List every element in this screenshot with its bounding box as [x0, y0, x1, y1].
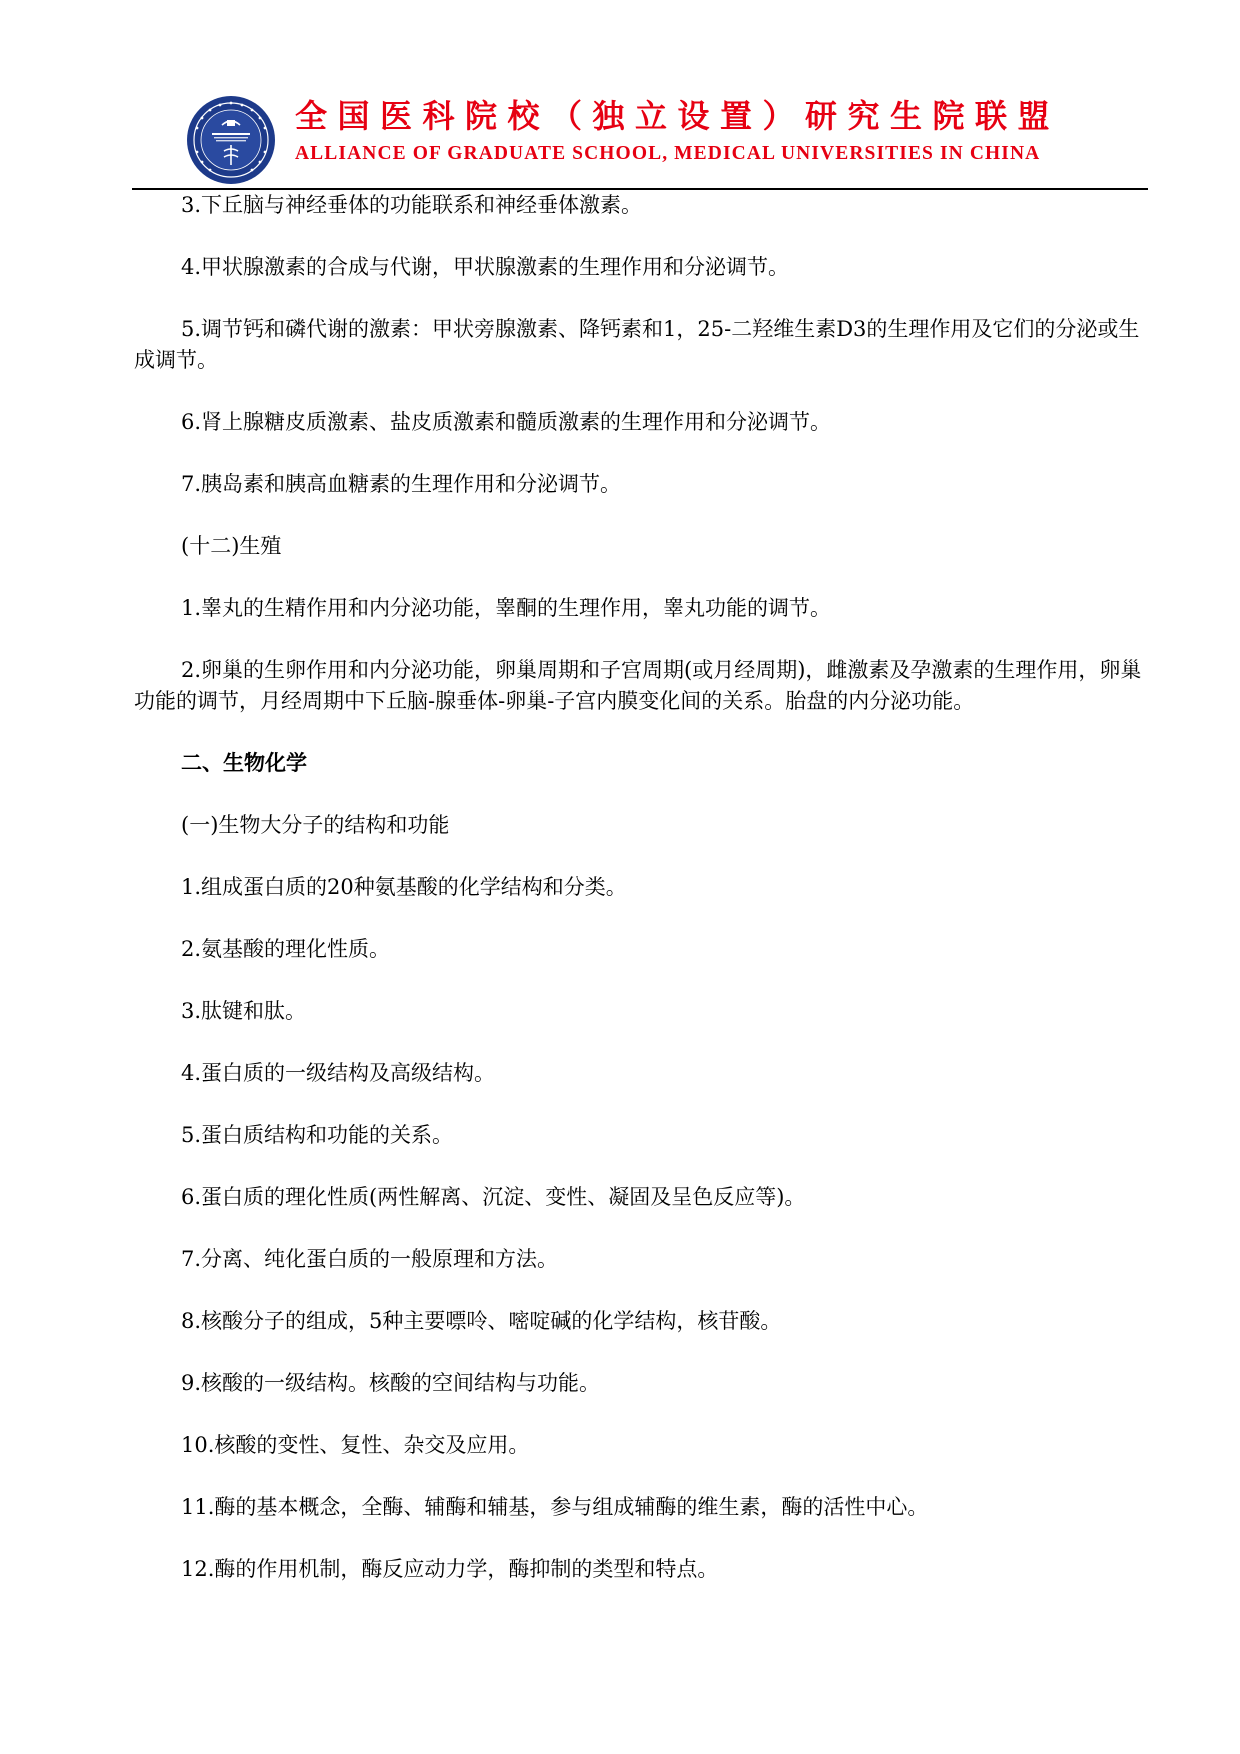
body-paragraph: 7.胰岛素和胰高血糖素的生理作用和分泌调节。: [181, 472, 622, 496]
body-paragraph: 7.分离、纯化蛋白质的一般原理和方法。: [181, 1247, 559, 1271]
page-header: [0, 0, 1240, 200]
body-paragraph: (十二)生殖: [181, 534, 282, 558]
header-title-en: ALLIANCE OF GRADUATE SCHOOL, MEDICAL UNIVERSITIES IN CHINA: [295, 143, 1041, 164]
body-paragraph: 1.组成蛋白质的20种氨基酸的化学结构和分类。: [181, 875, 627, 899]
body-paragraph: 5.蛋白质结构和功能的关系。: [181, 1123, 454, 1147]
body-paragraph: 12.酶的作用机制，酶反应动力学，酶抑制的类型和特点。: [181, 1557, 719, 1581]
body-paragraph: 4.甲状腺激素的合成与代谢，甲状腺激素的生理作用和分泌调节。: [181, 255, 790, 279]
body-paragraph: 2.氨基酸的理化性质。: [181, 937, 391, 961]
body-paragraph: 11.酶的基本概念，全酶、辅酶和辅基，参与组成辅酶的维生素，酶的活性中心。: [181, 1495, 929, 1519]
body-paragraph: 1.睾丸的生精作用和内分泌功能，睾酮的生理作用，睾丸功能的调节。: [181, 596, 832, 620]
body-paragraph: 9.核酸的一级结构。核酸的空间结构与功能。: [181, 1371, 601, 1395]
document-body: [134, 190, 1144, 1616]
body-paragraph: 5.调节钙和磷代谢的激素：甲状旁腺激素、降钙素和1，25-二羟维生素D3的生理作用及它们的分泌或生成调节。: [134, 317, 1140, 372]
header-title-cn: 全国医科院校（独立设置）研究生院联盟: [295, 97, 1061, 135]
section-heading: 二、生物化学: [181, 751, 307, 775]
body-paragraph: (一)生物大分子的结构和功能: [181, 813, 450, 837]
body-paragraph: 6.蛋白质的理化性质(两性解离、沉淀、变性、凝固及呈色反应等)。: [181, 1185, 806, 1209]
body-paragraph: 2.卵巢的生卵作用和内分泌功能，卵巢周期和子宫周期(或月经周期)，雌激素及孕激素的生理作用，卵巢功能的调节，月经周期中下丘脑-腺垂体-卵巢-子宫内膜变化间的关系。胎盘的内分泌功能。: [134, 658, 1142, 713]
body-paragraph: 10.核酸的变性、复性、杂交及应用。: [181, 1433, 530, 1457]
body-paragraph: 3.肽键和肽。: [181, 999, 307, 1023]
alliance-seal-icon: [186, 95, 276, 185]
body-paragraph: 8.核酸分子的组成，5种主要嘌呤、嘧啶碱的化学结构，核苷酸。: [181, 1309, 782, 1333]
body-paragraph: 4.蛋白质的一级结构及高级结构。: [181, 1061, 496, 1085]
body-paragraph: 6.肾上腺糖皮质激素、盐皮质激素和髓质激素的生理作用和分泌调节。: [181, 410, 832, 434]
body-paragraph: 3.下丘脑与神经垂体的功能联系和神经垂体激素。: [181, 193, 643, 217]
